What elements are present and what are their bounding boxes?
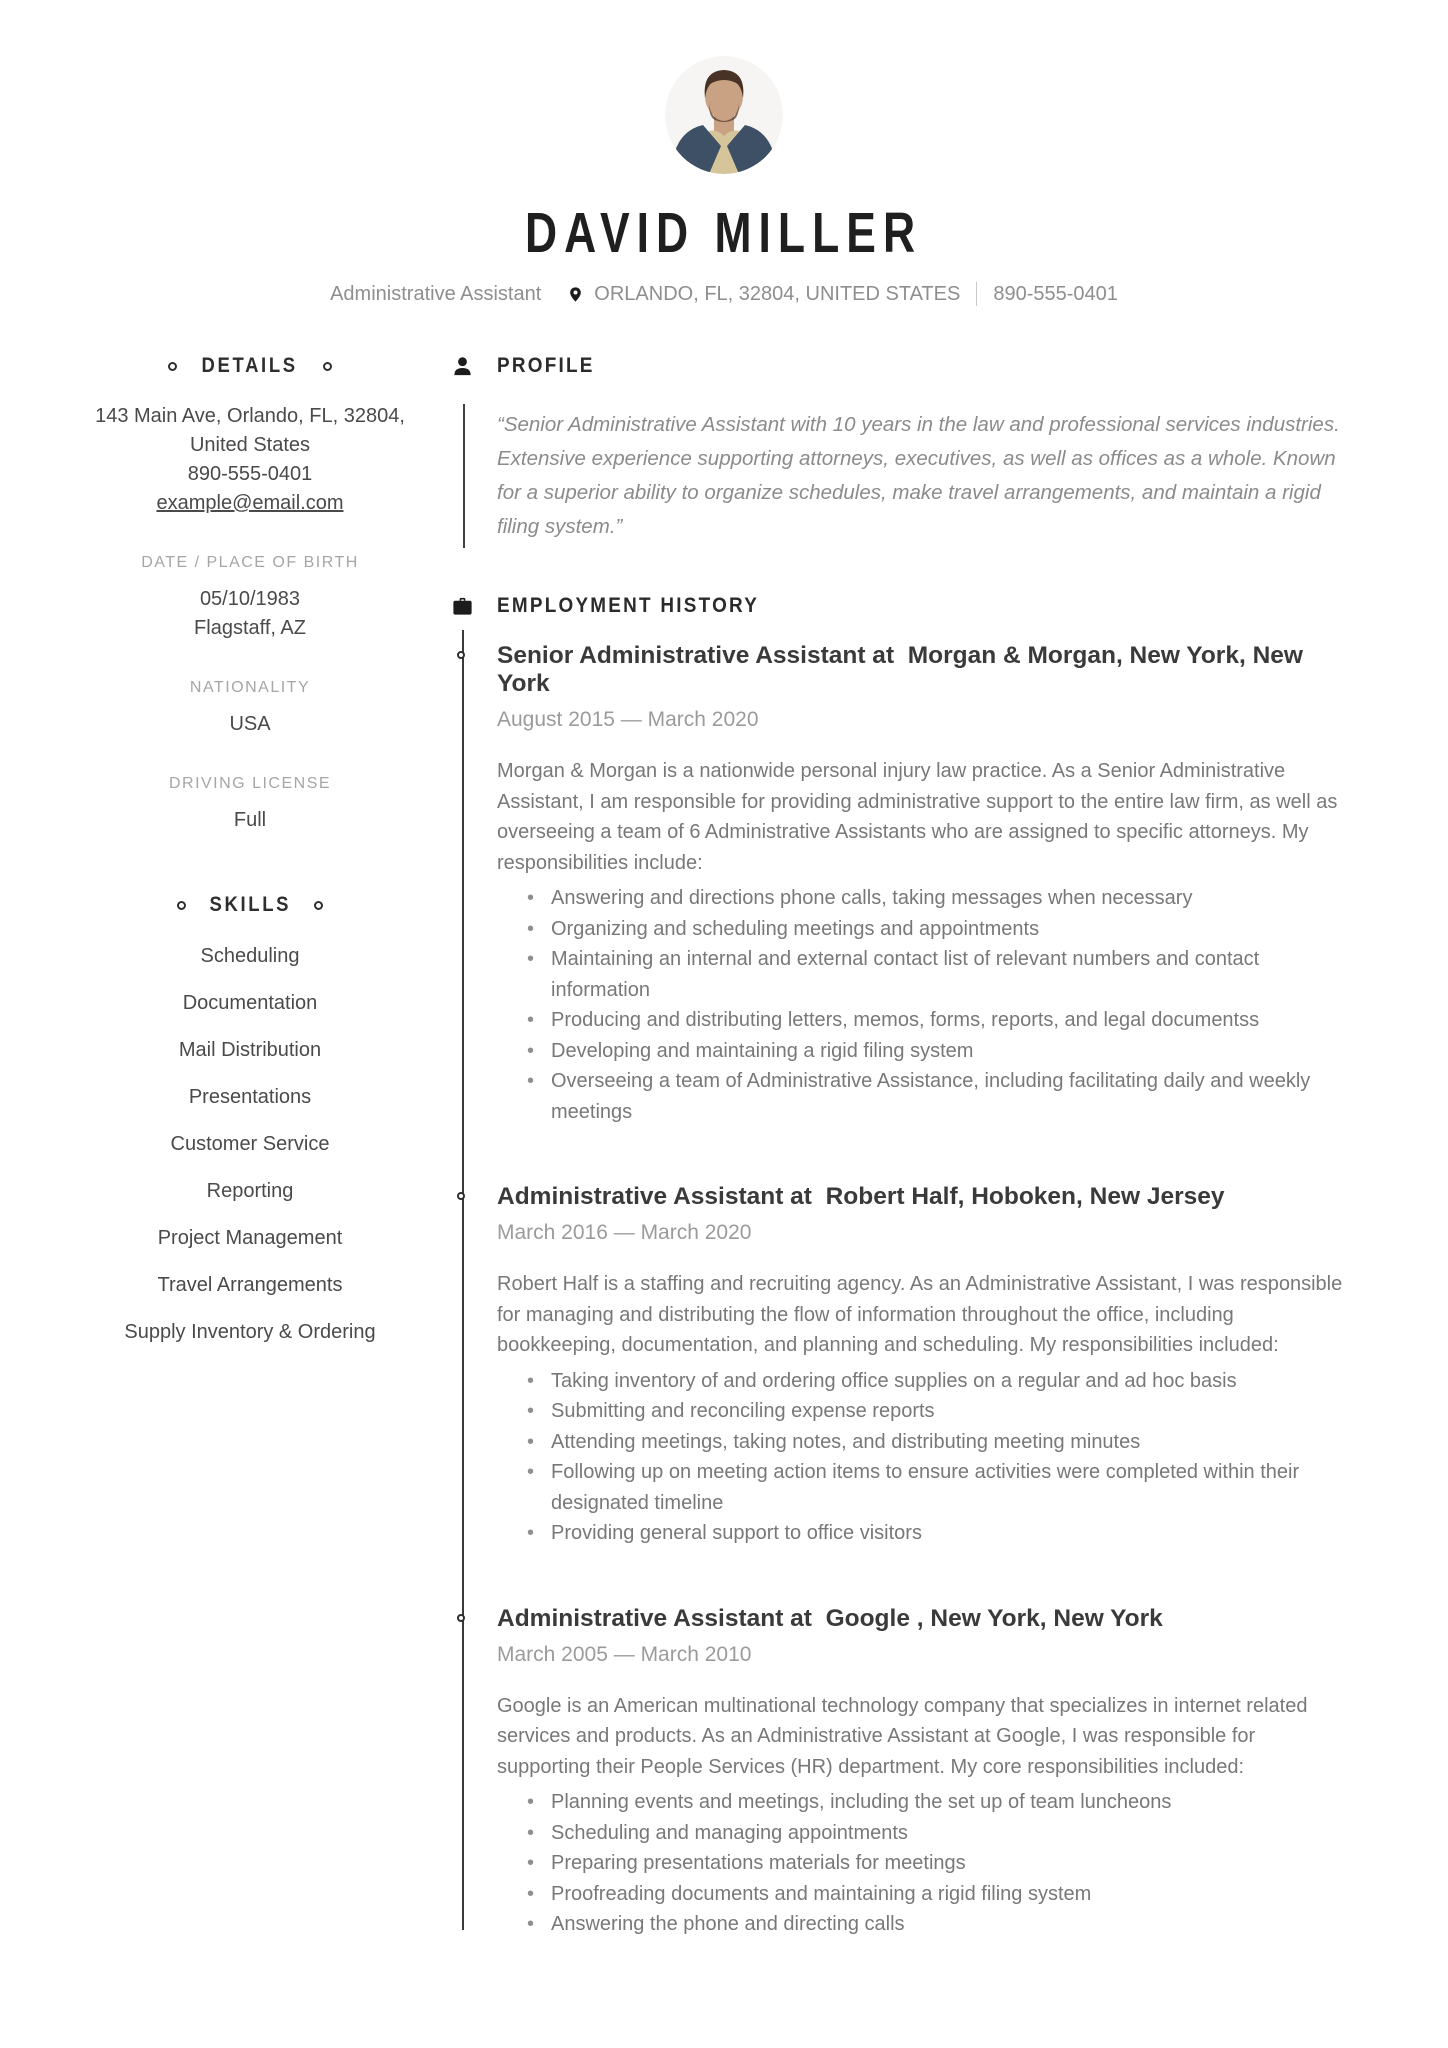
job-dates: August 2015 — March 2020: [497, 708, 759, 731]
avatar-photo: [665, 56, 783, 174]
birth-place: Flagstaff, AZ: [194, 617, 306, 639]
sidebar: [94, 354, 406, 1368]
profile-heading: [440, 354, 1345, 378]
details-heading-label: DETAILS: [201, 354, 299, 377]
birth-label: DATE / PLACE OF BIRTH: [141, 554, 359, 571]
driving-license-label: DRIVING LICENSE: [168, 775, 332, 792]
job-bullet: • Planning events and meetings, including the set up of team luncheons: [525, 1787, 1345, 1818]
address-line: 143 Main Ave, Orlando, FL, 32804,: [95, 405, 405, 427]
birth-date: 05/10/1983: [199, 588, 301, 610]
job-entry: [440, 1183, 1345, 1549]
job-bullet: • Proofreading documents and maintaining a rigid filing system: [525, 1879, 1345, 1910]
address-line: United States: [189, 434, 311, 456]
birth-value: [94, 585, 406, 643]
main-content: [440, 354, 1345, 1940]
job-bullets: [497, 1787, 1345, 1940]
job-bullet: • Answering and directions phone calls, taking messages when necessary: [525, 883, 1345, 914]
skill-item: Documentation: [182, 992, 318, 1014]
divider: [976, 282, 977, 306]
pin-icon: [567, 284, 584, 305]
job-description: Robert Half is a staffing and recruiting agency. As an Administrative Assistant, I was responsible for managing and distributing the flow of information throughout the office, including bookkeeping, documentation, and planning and scheduling. My responsibilities included:: [497, 1273, 1343, 1356]
nationality-label: NATIONALITY: [189, 679, 311, 696]
job-title: Administrative Assistant at Google , New York, New York: [497, 1604, 1163, 1632]
profile-quote: “Senior Administrative Assistant with 10 years in the law and professional services industries. Extensive experience supporting attorneys, executives, as well as offices as a whole. Known for a superior ability to organize schedules, make travel arrangements, and maintain a rigid filing system.”: [463, 404, 1345, 548]
header-job-title: Administrative Assistant: [330, 282, 542, 305]
job-bullet: • Producing and distributing letters, memos, forms, reports, and legal documentss: [525, 1005, 1345, 1036]
employment-heading: [440, 594, 1345, 618]
job-title: Administrative Assistant at Robert Half, Hoboken, New Jersey: [497, 1183, 1225, 1210]
skill-item: Scheduling: [200, 945, 300, 967]
avatar: [665, 56, 783, 174]
job-bullet: • Taking inventory of and ordering office supplies on a regular and ad hoc basis: [525, 1366, 1345, 1397]
job-bullets: [497, 883, 1345, 1127]
job-bullet: • Overseeing a team of Administrative Assistance, including facilitating daily and weekly meetings: [525, 1066, 1345, 1127]
job-bullet: • Organizing and scheduling meetings and appointments: [525, 914, 1345, 945]
employment-timeline: [440, 642, 1345, 1940]
nationality-value: USA: [229, 713, 271, 735]
ring-icon: [177, 901, 186, 910]
skills-heading-label: SKILLS: [209, 893, 291, 916]
driving-license-value: Full: [233, 809, 267, 831]
employment-heading-label: EMPLOYMENT HISTORY: [497, 594, 760, 617]
job-bullet: • Submitting and reconciling expense reports: [525, 1396, 1345, 1427]
header-location: ORLANDO, FL, 32804, UNITED STATES: [594, 282, 961, 305]
sidebar-phone: 890-555-0401: [187, 463, 313, 485]
job-description: Google is an American multinational technology company that specializes in internet related services and products. As an Administrative Assistant at Google, I was responsible for supporting their People Services (HR) department. My core responsibilities included:: [497, 1694, 1308, 1778]
ring-icon: [457, 651, 465, 659]
skill-item: Mail Distribution: [178, 1039, 322, 1061]
job-bullet: • Maintaining an internal and external contact list of relevant numbers and contact information: [525, 944, 1345, 1005]
ring-icon: [457, 1614, 465, 1622]
job-bullet: • Providing general support to office visitors: [525, 1518, 1345, 1549]
content-columns: [0, 354, 1448, 1940]
job-bullet: • Scheduling and managing appointments: [525, 1818, 1345, 1849]
skill-item: Supply Inventory & Ordering: [124, 1321, 376, 1343]
job-entry: [440, 1605, 1345, 1940]
skills-heading: [94, 893, 406, 917]
job-entry: [440, 642, 1345, 1127]
ring-icon: [457, 1192, 465, 1200]
header-subline: [0, 282, 1448, 306]
job-bullets: [497, 1366, 1345, 1549]
job-title: Senior Administrative Assistant at Morgan & Morgan, New York, New York: [497, 642, 1310, 697]
candidate-name-text: DAVID MILLER: [525, 201, 923, 265]
header: [0, 0, 1448, 306]
job-bullet: • Developing and maintaining a rigid filing system: [525, 1036, 1345, 1067]
person-icon: [440, 355, 497, 378]
email-link[interactable]: example@email.com: [156, 492, 344, 514]
ring-icon: [168, 362, 177, 371]
header-phone: 890-555-0401: [993, 282, 1118, 305]
profile-heading-label: PROFILE: [497, 354, 595, 377]
skill-item: Reporting: [206, 1180, 294, 1202]
skill-item: Customer Service: [170, 1133, 330, 1155]
job-bullet: • Following up on meeting action items to ensure activities were completed within their designated timeline: [525, 1457, 1345, 1518]
candidate-name: [0, 200, 1448, 266]
details-heading: [94, 354, 406, 378]
skill-item: Travel Arrangements: [157, 1274, 343, 1296]
job-dates: March 2005 — March 2010: [497, 1642, 752, 1666]
ring-icon: [314, 901, 323, 910]
job-bullet: • Preparing presentations materials for meetings: [525, 1848, 1345, 1879]
address: [94, 402, 406, 518]
briefcase-icon: [440, 595, 497, 618]
skill-item: Presentations: [188, 1086, 312, 1108]
skills-list: [94, 945, 406, 1344]
job-dates: March 2016 — March 2020: [497, 1221, 752, 1244]
skill-item: Project Management: [157, 1227, 343, 1249]
job-description: Morgan & Morgan is a nationwide personal injury law practice. As a Senior Administrative Assistant, I am responsible for providing administrative support to the entire law firm, as well as overseeing a team of 6 Administrative Assistants who are assigned to specific attorneys. My responsibilities include:: [497, 760, 1338, 874]
job-bullet: • Answering the phone and directing calls: [525, 1909, 1345, 1940]
ring-icon: [323, 362, 332, 371]
job-bullet: • Attending meetings, taking notes, and distributing meeting minutes: [525, 1427, 1345, 1458]
